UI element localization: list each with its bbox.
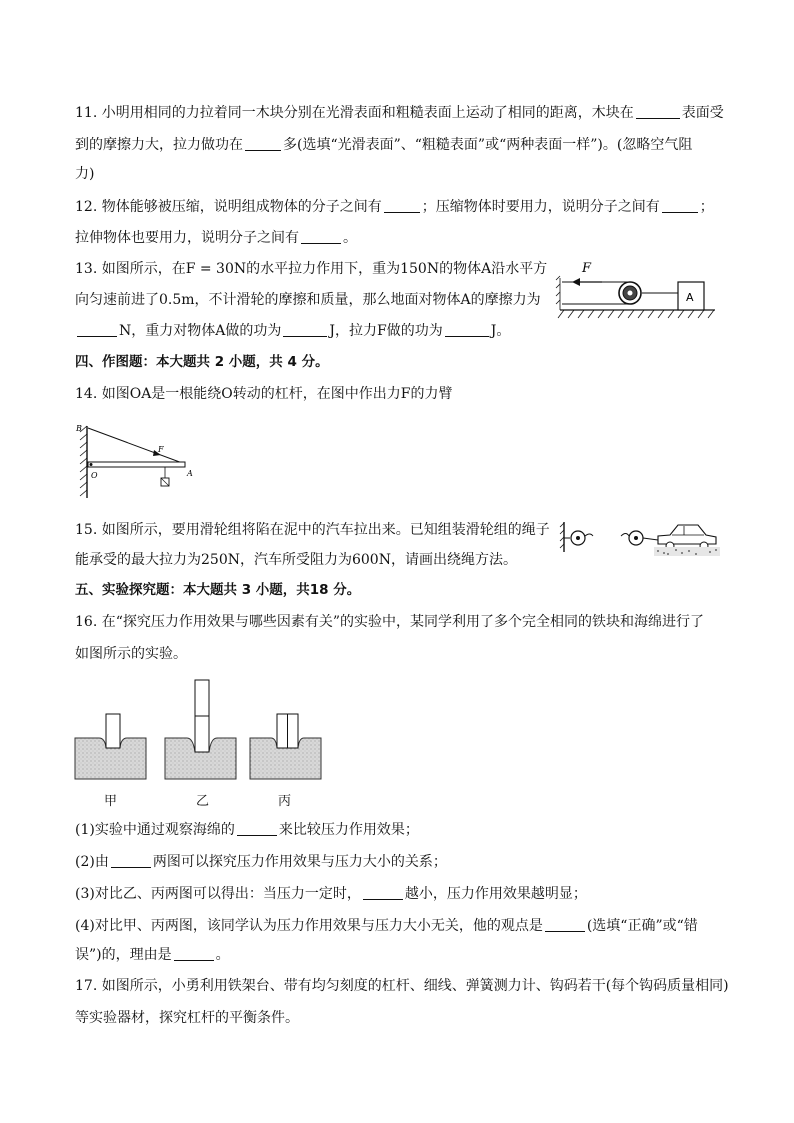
block-A-label: A bbox=[686, 291, 694, 304]
q14-text: 14. 如图OA是一根能绕O转动的杠杆，在图中作出力F的力臂 bbox=[75, 386, 453, 402]
q13-text: J。 bbox=[490, 323, 511, 339]
q13-blank-1[interactable] bbox=[77, 322, 117, 337]
q14-line-1 bbox=[75, 384, 453, 404]
q15-line-2 bbox=[75, 550, 517, 570]
q16-blank-5[interactable] bbox=[174, 946, 214, 961]
q11-line-3 bbox=[75, 164, 94, 184]
force-F-label: F bbox=[582, 261, 592, 276]
q12-line-1 bbox=[75, 197, 714, 217]
q12-text: 拉伸物体也要用力，说明分子之间有 bbox=[75, 230, 299, 246]
q16-text: (选填“正确”或“错 bbox=[586, 918, 698, 934]
q16-text: 误”)的，理由是 bbox=[75, 947, 172, 963]
q12-blank-2[interactable] bbox=[662, 198, 698, 213]
q13-blank-3[interactable] bbox=[445, 322, 489, 337]
point-O-label: O bbox=[91, 471, 98, 480]
q12-text: 12. 物体能够被压缩，说明组成物体的分子之间有 bbox=[75, 199, 382, 215]
q17-line-1 bbox=[75, 976, 729, 996]
figure-label-yi: 乙 bbox=[196, 794, 210, 809]
q16-text: 如图所示的实验。 bbox=[75, 646, 187, 662]
section-5-text: 五、实验探究题：本大题共 3 小题，共18 分。 bbox=[75, 582, 361, 598]
q16-blank-2[interactable] bbox=[111, 853, 151, 868]
q16-blank-3[interactable] bbox=[363, 885, 403, 900]
q13-line-2 bbox=[75, 290, 541, 310]
q16-line-2 bbox=[75, 644, 187, 664]
car-pulley-figure bbox=[558, 516, 723, 562]
q16-text: 两图可以探究压力作用效果与压力大小的关系； bbox=[152, 854, 447, 870]
q16-blank-4[interactable] bbox=[545, 917, 585, 932]
sponge-experiment-figure bbox=[70, 676, 330, 786]
q11-blank-2[interactable] bbox=[245, 136, 281, 151]
q12-blank-3[interactable] bbox=[301, 229, 341, 244]
q16-sub-4 bbox=[75, 916, 698, 936]
section-4-heading bbox=[75, 352, 329, 372]
figure-label-bing: 丙 bbox=[278, 794, 292, 809]
q16-text: 。 bbox=[215, 947, 230, 963]
q15-text: 15. 如图所示，要用滑轮组将陷在泥中的汽车拉出来。已知组装滑轮组的绳子 bbox=[75, 522, 550, 538]
q13-blank-2[interactable] bbox=[283, 322, 327, 337]
q16-blank-1[interactable] bbox=[237, 821, 277, 836]
q15-text: 能承受的最大拉力为250N，汽车所受阻力为600N，请画出绕绳方法。 bbox=[75, 552, 517, 568]
q16-sub-4-cont bbox=[75, 945, 230, 965]
q15-line-1 bbox=[75, 520, 550, 540]
q13-line-3 bbox=[75, 321, 510, 341]
q11-text: 多(选填“光滑表面”、“粗糙表面”或“两种表面一样”)。(忽略空气阻 bbox=[283, 137, 693, 153]
point-A-label: A bbox=[187, 469, 193, 478]
point-B-label: B bbox=[76, 424, 82, 433]
figure-label-jia: 甲 bbox=[104, 794, 118, 809]
q16-text: (2)由 bbox=[75, 854, 109, 870]
q11-blank-1[interactable] bbox=[636, 104, 680, 119]
q11-text: 到的摩擦力大，拉力做功在 bbox=[75, 137, 243, 153]
pulley-block-figure bbox=[550, 258, 720, 323]
q11-text: 力) bbox=[75, 166, 95, 182]
q17-text: 17. 如图所示，小勇利用铁架台、带有均匀刻度的杠杆、细线、弹簧测力计、钩码若干(每个钩码质量相同) bbox=[75, 978, 729, 994]
q12-line-2 bbox=[75, 228, 357, 248]
q13-text: N，重力对物体A做的功为 bbox=[119, 323, 282, 339]
q16-text: 越小，压力作用效果越明显； bbox=[404, 886, 587, 902]
force-F-label: F bbox=[158, 445, 164, 454]
q16-text: (3)对比乙、丙两图可以得出：当压力一定时， bbox=[75, 886, 361, 902]
q16-sub-1 bbox=[75, 820, 419, 840]
lever-figure bbox=[75, 422, 200, 500]
q16-line-1 bbox=[75, 612, 704, 632]
q16-sub-2 bbox=[75, 852, 447, 872]
q12-text: ； bbox=[699, 199, 714, 215]
q17-text: 等实验器材，探究杠杆的平衡条件。 bbox=[75, 1010, 299, 1026]
q11-line-1 bbox=[75, 103, 724, 123]
q12-text: 。 bbox=[343, 230, 357, 246]
q11-text: 11. 小明用相同的力拉着同一木块分别在光滑表面和粗糙表面上运动了相同的距离，木块在 bbox=[75, 105, 634, 121]
q12-text: ；压缩物体时要用力，说明分子之间有 bbox=[421, 199, 660, 215]
section-5-heading bbox=[75, 580, 360, 600]
q13-text: 13. 如图所示，在F = 30N的水平拉力作用下，重为150N的物体A沿水平方 bbox=[75, 261, 548, 277]
q13-text: J，拉力F做的功为 bbox=[329, 323, 443, 339]
q11-text: 表面受 bbox=[681, 105, 724, 121]
q17-line-2 bbox=[75, 1008, 299, 1028]
q16-text: (1)实验中通过观察海绵的 bbox=[75, 822, 235, 838]
q16-text: 16. 在“探究压力作用效果与哪些因素有关”的实验中，某同学利用了多个完全相同的铁块和海绵进行了 bbox=[75, 614, 705, 630]
q13-line-1 bbox=[75, 259, 547, 279]
q16-sub-3 bbox=[75, 884, 587, 904]
q12-blank-1[interactable] bbox=[384, 198, 420, 213]
q13-text: 向匀速前进了0.5m，不计滑轮的摩擦和质量，那么地面对物体A的摩擦力为 bbox=[75, 292, 541, 308]
q16-text: 来比较压力作用效果； bbox=[278, 822, 419, 838]
q11-line-2 bbox=[75, 135, 692, 155]
section-4-text: 四、作图题：本大题共 2 小题，共 4 分。 bbox=[75, 354, 329, 370]
q16-text: (4)对比甲、丙两图，该同学认为压力作用效果与压力大小无关，他的观点是 bbox=[75, 918, 543, 934]
